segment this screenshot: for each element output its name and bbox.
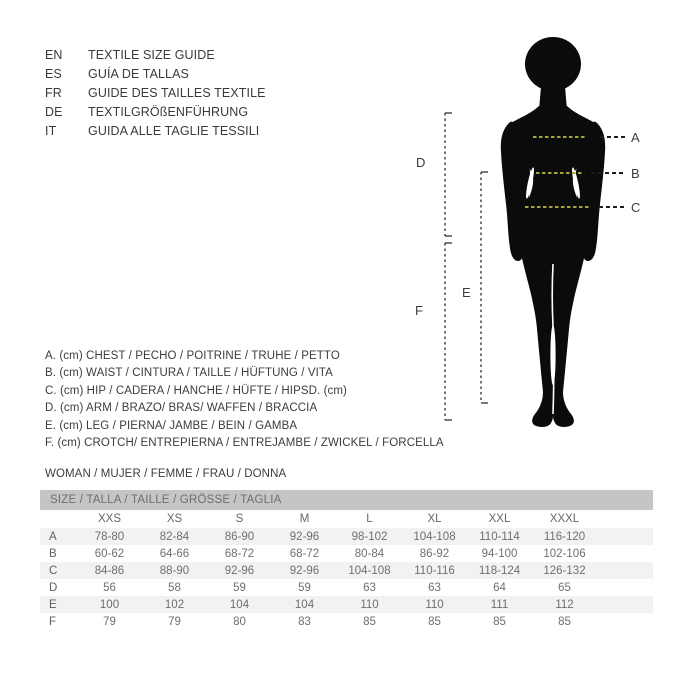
row-label: C bbox=[49, 564, 58, 577]
legend-line-leg: E. (cm) LEG / PIERNA/ JAMBE / BEIN / GAMBA bbox=[45, 419, 298, 432]
size-col-xxxl: XXXL bbox=[549, 513, 580, 525]
lang-code: FR bbox=[45, 86, 62, 100]
cell: 80-84 bbox=[354, 547, 385, 560]
size-col-xxl: XXL bbox=[488, 513, 511, 525]
row-label: F bbox=[49, 615, 57, 628]
cell: 79 bbox=[103, 615, 116, 628]
cell: 104 bbox=[294, 598, 315, 611]
size-col-m: M bbox=[299, 513, 310, 525]
label-waist-b: B bbox=[631, 166, 640, 181]
cell: 85 bbox=[363, 615, 376, 628]
table-row-a bbox=[40, 528, 653, 545]
cell: 104-108 bbox=[413, 530, 456, 543]
cell: 110 bbox=[360, 598, 379, 611]
cell: 98-102 bbox=[351, 530, 388, 543]
cell: 58 bbox=[168, 581, 181, 594]
cell: 116-120 bbox=[543, 530, 586, 543]
table-row-d bbox=[40, 579, 653, 596]
row-label: B bbox=[49, 547, 57, 560]
label-arm-d: D bbox=[416, 155, 426, 170]
cell: 64-66 bbox=[159, 547, 190, 560]
table-row-e bbox=[40, 596, 653, 613]
cell: 82-84 bbox=[159, 530, 190, 543]
cell: 59 bbox=[298, 581, 311, 594]
cell: 111 bbox=[490, 598, 509, 611]
lang-row-de bbox=[45, 103, 266, 122]
lang-code: IT bbox=[45, 124, 57, 138]
cell: 110-114 bbox=[479, 530, 520, 543]
cell: 102-106 bbox=[543, 547, 586, 560]
cell: 63 bbox=[428, 581, 441, 594]
cell: 110 bbox=[425, 598, 444, 611]
lang-row-es bbox=[45, 65, 266, 84]
cell: 92-96 bbox=[289, 564, 320, 577]
legend-line-arm: D. (cm) ARM / BRAZO/ BRAS/ WAFFEN / BRACCIA bbox=[45, 402, 318, 415]
cell: 83 bbox=[298, 615, 311, 628]
cell: 104-108 bbox=[348, 564, 391, 577]
cell: 60-62 bbox=[94, 547, 125, 560]
lang-code: ES bbox=[45, 67, 62, 81]
legend-line-waist: B. (cm) WAIST / CINTURA / TAILLE / HÜFTUNG / VITA bbox=[45, 367, 333, 380]
cell: 85 bbox=[493, 615, 506, 628]
legend-line-chest: A. (cm) CHEST / PECHO / POITRINE / TRUHE / PETTO bbox=[45, 350, 340, 362]
cell: 59 bbox=[233, 581, 246, 594]
lang-title: TEXTILE SIZE GUIDE bbox=[88, 48, 215, 62]
cell: 112 bbox=[555, 598, 574, 611]
cell: 85 bbox=[558, 615, 571, 628]
table-row-c bbox=[40, 562, 653, 579]
legend-line-crotch: F. (cm) CROTCH/ ENTREPIERNA / ENTREJAMBE / ZWICKEL / FORCELLA bbox=[45, 437, 444, 450]
lang-title: GUIDE DES TAILLES TEXTILE bbox=[88, 86, 266, 100]
size-col-s: S bbox=[235, 513, 244, 525]
cell: 56 bbox=[103, 581, 116, 594]
lang-row-it bbox=[45, 122, 266, 141]
lang-code: EN bbox=[45, 48, 63, 62]
cell: 79 bbox=[168, 615, 181, 628]
lang-code: DE bbox=[45, 105, 63, 119]
cell: 65 bbox=[558, 581, 571, 594]
size-table-header-bar: SIZE / TALLA / TAILLE / GRÖSSE / TAGLIA bbox=[40, 490, 653, 510]
size-col-xl: XL bbox=[427, 513, 442, 525]
legend-line-hip: C. (cm) HIP / CADERA / HANCHE / HÜFTE / HIPSD. (cm) bbox=[45, 384, 347, 397]
size-col-l: L bbox=[366, 513, 373, 525]
row-label: D bbox=[49, 581, 58, 594]
label-leg-e: E bbox=[462, 285, 471, 300]
lang-title: TEXTILGRÖßENFÜHRUNG bbox=[88, 105, 249, 119]
cell: 85 bbox=[428, 615, 441, 628]
cell: 110-116 bbox=[414, 564, 455, 577]
table-row-b bbox=[40, 545, 653, 562]
cell: 102 bbox=[164, 598, 185, 611]
cell: 86-92 bbox=[419, 547, 450, 560]
cell: 68-72 bbox=[289, 547, 320, 560]
cell: 100 bbox=[99, 598, 120, 611]
cell: 78-80 bbox=[94, 530, 125, 543]
lang-row-en bbox=[45, 46, 266, 65]
lang-row-fr bbox=[45, 84, 266, 103]
cell: 92-96 bbox=[289, 530, 320, 543]
cell: 126-132 bbox=[543, 564, 586, 577]
cell: 104 bbox=[229, 598, 250, 611]
row-label: A bbox=[49, 530, 57, 543]
cell: 64 bbox=[493, 581, 506, 594]
size-header-row bbox=[40, 510, 653, 528]
cell: 94-100 bbox=[481, 547, 518, 560]
label-chest-a: A bbox=[631, 130, 640, 145]
label-crotch-f: F bbox=[415, 303, 423, 318]
cell: 86-90 bbox=[224, 530, 255, 543]
cell: 92-96 bbox=[224, 564, 255, 577]
cell: 68-72 bbox=[224, 547, 255, 560]
lang-title: GUIDA ALLE TAGLIE TESSILI bbox=[88, 124, 260, 138]
label-hip-c: C bbox=[631, 200, 641, 215]
row-label: E bbox=[49, 598, 57, 611]
cell: 63 bbox=[363, 581, 376, 594]
cell: 84-86 bbox=[94, 564, 125, 577]
gender-heading: WOMAN / MUJER / FEMME / FRAU / DONNA bbox=[45, 468, 287, 480]
size-table bbox=[40, 490, 653, 630]
size-col-xxs: XXS bbox=[97, 513, 121, 525]
lang-title: GUÍA DE TALLAS bbox=[88, 67, 189, 81]
size-col-xs: XS bbox=[166, 513, 183, 525]
cell: 80 bbox=[233, 615, 246, 628]
cell: 88-90 bbox=[159, 564, 190, 577]
table-row-f bbox=[40, 613, 653, 630]
cell: 118-124 bbox=[478, 564, 521, 577]
silhouette-neck bbox=[539, 75, 567, 110]
measurement-legend bbox=[45, 348, 444, 452]
language-title-block bbox=[45, 46, 266, 141]
